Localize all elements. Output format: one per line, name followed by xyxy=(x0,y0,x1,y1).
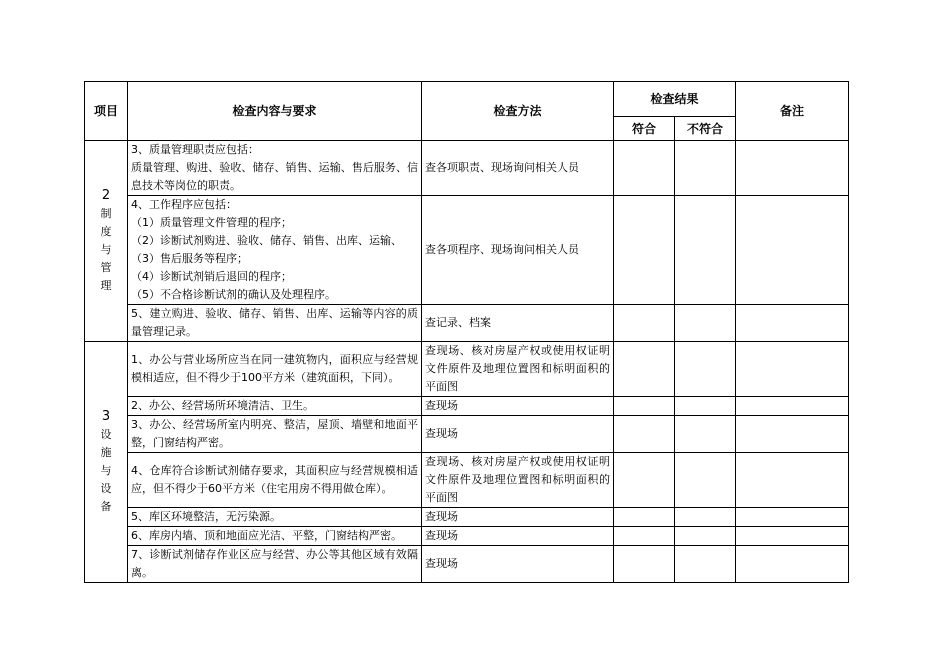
section-char: 与 xyxy=(100,243,112,256)
method-cell: 查各项职责、现场询问相关人员 xyxy=(422,141,614,196)
requirement-line: 质量管理、购进、验收、储存、销售、运输、售后服务、信息技术等岗位的职责。 xyxy=(131,161,418,192)
header-content: 检查内容与要求 xyxy=(128,82,422,141)
requirement-line: （4）诊断试剂销后退回的程序； xyxy=(131,270,292,283)
method-cell: 查各项程序、现场询问相关人员 xyxy=(422,196,614,305)
pass-cell[interactable] xyxy=(614,305,675,342)
inspection-table xyxy=(84,81,849,583)
remark-cell[interactable] xyxy=(736,416,849,453)
remark-cell[interactable] xyxy=(736,508,849,527)
method-cell: 查现场、核对房屋产权或使用权证明文件原件及地理位置图和标明面积的平面图 xyxy=(422,453,614,508)
requirement-line: （2）诊断试剂购进、验收、储存、销售、出库、运输、 xyxy=(131,234,402,247)
pass-cell[interactable] xyxy=(614,527,675,546)
section-number: 2 xyxy=(101,188,111,203)
section-char: 度 xyxy=(100,225,112,238)
requirement-cell: 1、办公与营业场所应当在同一建筑物内，面积应与经营规模相适应，但不得少于100平方米（建筑面积，下同）。 xyxy=(128,342,422,397)
table-row xyxy=(85,453,849,508)
header-project: 项目 xyxy=(85,82,128,141)
requirement-line: （3）售后服务等程序； xyxy=(131,252,248,265)
section-number: 3 xyxy=(101,409,111,424)
fail-cell[interactable] xyxy=(675,141,736,196)
table-row xyxy=(85,342,849,397)
table-row xyxy=(85,508,849,527)
table-row xyxy=(85,546,849,583)
pass-cell[interactable] xyxy=(614,141,675,196)
requirement-cell xyxy=(128,141,422,196)
table-row xyxy=(85,305,849,342)
requirement-cell: 4、仓库符合诊断试剂储存要求，其面积应与经营规模相适应，但不得少于60平方米（住宅用房不得用做仓库）。 xyxy=(128,453,422,508)
fail-cell[interactable] xyxy=(675,305,736,342)
requirement-cell: 7、诊断试剂储存作业区应与经营、办公等其他区域有效隔离。 xyxy=(128,546,422,583)
header-pass: 符合 xyxy=(614,117,675,141)
remark-cell[interactable] xyxy=(736,453,849,508)
section-label xyxy=(85,141,128,342)
fail-cell[interactable] xyxy=(675,416,736,453)
header-remark: 备注 xyxy=(736,82,849,141)
table-row xyxy=(85,397,849,416)
remark-cell[interactable] xyxy=(736,342,849,397)
method-cell: 查现场 xyxy=(422,416,614,453)
requirement-cell: 2、办公、经营场所环境清洁、卫生。 xyxy=(128,397,422,416)
fail-cell[interactable] xyxy=(675,527,736,546)
requirement-line: （1）质量管理文件管理的程序； xyxy=(131,216,292,229)
table-row xyxy=(85,141,849,196)
fail-cell[interactable] xyxy=(675,508,736,527)
section-char: 理 xyxy=(100,279,112,292)
pass-cell[interactable] xyxy=(614,508,675,527)
requirement-line: 3、质量管理职责应包括： xyxy=(131,143,259,156)
fail-cell[interactable] xyxy=(675,342,736,397)
header-result: 检查结果 xyxy=(614,82,736,117)
remark-cell[interactable] xyxy=(736,546,849,583)
section-char: 制 xyxy=(100,207,112,220)
method-cell: 查现场 xyxy=(422,527,614,546)
fail-cell[interactable] xyxy=(675,546,736,583)
section-label xyxy=(85,342,128,583)
table-row xyxy=(85,527,849,546)
section-char: 管 xyxy=(100,261,112,274)
requirement-line: 5、建立购进、验收、储存、销售、出库、运输等内容的质量管理记录。 xyxy=(131,307,418,338)
remark-cell[interactable] xyxy=(736,141,849,196)
section-char: 与 xyxy=(100,464,112,477)
remark-cell[interactable] xyxy=(736,305,849,342)
fail-cell[interactable] xyxy=(675,397,736,416)
section-char: 设 xyxy=(100,428,112,441)
requirement-line: 4、工作程序应包括： xyxy=(131,198,237,211)
remark-cell[interactable] xyxy=(736,397,849,416)
table-row xyxy=(85,416,849,453)
method-cell: 查现场 xyxy=(422,508,614,527)
table-row xyxy=(85,196,849,305)
method-cell: 查现场、核对房屋产权或使用权证明文件原件及地理位置图和标明面积的平面图 xyxy=(422,342,614,397)
fail-cell[interactable] xyxy=(675,196,736,305)
header-method: 检查方法 xyxy=(422,82,614,141)
fail-cell[interactable] xyxy=(675,453,736,508)
requirement-cell xyxy=(128,305,422,342)
requirement-cell xyxy=(128,196,422,305)
pass-cell[interactable] xyxy=(614,397,675,416)
pass-cell[interactable] xyxy=(614,453,675,508)
section-char: 施 xyxy=(100,446,112,459)
pass-cell[interactable] xyxy=(614,546,675,583)
requirement-cell: 3、办公、经营场所室内明亮、整洁，屋顶、墙壁和地面平整，门窗结构严密。 xyxy=(128,416,422,453)
requirement-cell: 6、库房内墙、顶和地面应光洁、平整，门窗结构严密。 xyxy=(128,527,422,546)
requirement-cell: 5、库区环境整洁，无污染源。 xyxy=(128,508,422,527)
pass-cell[interactable] xyxy=(614,416,675,453)
section-char: 设 xyxy=(100,482,112,495)
method-cell: 查现场 xyxy=(422,397,614,416)
method-cell: 查记录、档案 xyxy=(422,305,614,342)
remark-cell[interactable] xyxy=(736,527,849,546)
pass-cell[interactable] xyxy=(614,196,675,305)
method-cell: 查现场 xyxy=(422,546,614,583)
header-fail: 不符合 xyxy=(675,117,736,141)
remark-cell[interactable] xyxy=(736,196,849,305)
pass-cell[interactable] xyxy=(614,342,675,397)
requirement-line: （5）不合格诊断试剂的确认及处理程序。 xyxy=(131,288,336,301)
section-char: 备 xyxy=(100,500,112,513)
